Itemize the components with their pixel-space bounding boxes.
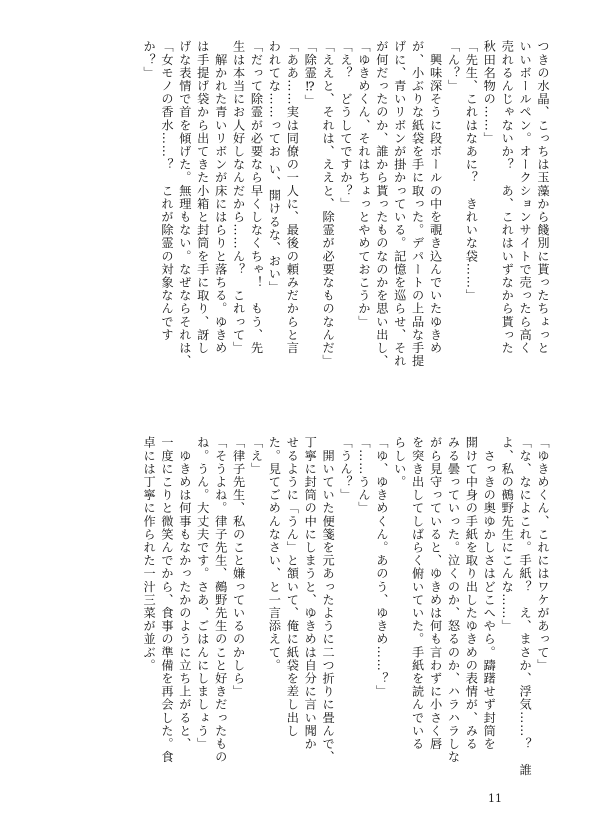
text-line: が、小ぶりな紙袋を手に取った。デパートの上品な手提 (410, 40, 425, 368)
text-line: 「ええと、それは、ええと、除霊が必要なものなんだ」 (321, 40, 336, 368)
text-line: 「……うん」 (356, 436, 371, 515)
text-line: せるように「うん」と頷いて、俺に紙袋を差し出し (285, 436, 300, 738)
text-line: 生は本当にお人好しなんだから……ん？ これって」 (231, 40, 246, 355)
text-line: 「な、なによこれ。手紙？ え、まさか、浮気……？ 誰 (518, 436, 533, 777)
text-line: 丁寧に封筒の中にしまうと、ゆきめは自分に言い聞か (303, 436, 318, 751)
text-line: ゆきめは何事もなかったかのように立ち上がると、 (177, 436, 192, 751)
text-line: 「え？ どうしてですか？」 (339, 40, 354, 211)
text-line: 「だって除霊が必要なら早くしなくちゃ！ もう、先 (249, 40, 264, 355)
text-line: 「え」 (249, 436, 264, 476)
text-line: を突き出してしばらく俯いていた。手紙を読んでいる (410, 436, 425, 751)
text-line: は手提げ袋から出てきた小箱と封筒を手に取り、訝し (195, 40, 210, 355)
upper-text-block (139, 40, 551, 396)
text-line: みる曇っていった。泣くのか、怒るのか、ハラハラしな (446, 436, 461, 764)
text-line: た。見てごめんなさい、と一言添えて。 (267, 436, 282, 672)
text-line: 「除霊⁉」 (303, 40, 318, 108)
text-line: つきの水晶、こっちは玉藻から餞別に貰ったちょっと (536, 40, 550, 355)
text-line: われてな……ってお い、開けるな、おい」 (267, 40, 282, 294)
text-line: 売れるんじゃないか？ あ、これはいずなから貰った (500, 40, 515, 355)
text-line: 一度にこりと微笑んでから、食事の準備を再会した。食 (159, 436, 174, 764)
text-line: がら見守っていると、ゆきめは何も言わずに小さく唇 (428, 436, 443, 751)
text-line: 開いていた便箋を元あったように二つ折りに畳んで、 (321, 436, 336, 764)
lower-text-block (139, 436, 551, 792)
text-line: 開けて中身の手紙を取り出したゆきめの表情が、みる (464, 436, 479, 751)
text-line: 卓には丁寧に作られた一汁三菜が並ぶ。 (142, 436, 157, 672)
text-line: げに、青いリボンが掛かっている。記憶を巡らせ、それ (392, 40, 407, 368)
text-line: げな表情で首を傾げた。無理もない。なぜならそれは、 (177, 40, 192, 368)
text-line: 「ゆきめくん、それはちょっとやめておこうか」 (356, 40, 371, 329)
text-line: よ、私の鵺野先生にこんな……」 (500, 436, 515, 633)
text-line: らしい。 (392, 436, 407, 489)
text-line: 「先生、これはなあに？ きれいな袋……」 (464, 40, 479, 302)
page-number: 11 (488, 792, 502, 805)
text-line: 「うん？」 (339, 436, 354, 502)
text-line: か？」 (142, 40, 157, 80)
text-line: 「ん？」 (446, 40, 461, 93)
text-line: 解かれた青いリボンが床にはらりと落ちる。ゆきめ (213, 40, 228, 355)
text-line: 「女モノの香水……？ これが除霊の対象なんです (159, 40, 174, 342)
text-line: さっきの奥ゆかしさはどこへやら。躊躇せず封筒を (482, 436, 497, 751)
text-line: 「ああ……実は同僚の一人に、最後の頼みだからと言 (285, 40, 300, 355)
text-line: いいボールペン。オークションサイトで売ったら高く (518, 40, 533, 355)
text-line: 「そうよね。律子先生、鵺野先生のこと好きだったもの (213, 436, 228, 764)
text-line: 興味深そうに段ボールの中を覗き込んでいたゆきめ (428, 40, 443, 355)
text-line: が何だったのか、誰から貰ったものなのかを思い出し、 (374, 40, 389, 368)
text-line: 「律子先生、私のこと嫌っているのかしら」 (231, 436, 246, 698)
text-line: ね。うん。大丈夫です。さあ、ごはんにしましょう」 (195, 436, 210, 751)
text-line: 秋田名物の……」 (482, 40, 497, 145)
text-line: 「ゆきめくん、これにはワケがあって」 (536, 436, 550, 672)
text-line: 「ゆ、ゆきめくん。あのう、ゆきめ……？」 (374, 436, 389, 698)
